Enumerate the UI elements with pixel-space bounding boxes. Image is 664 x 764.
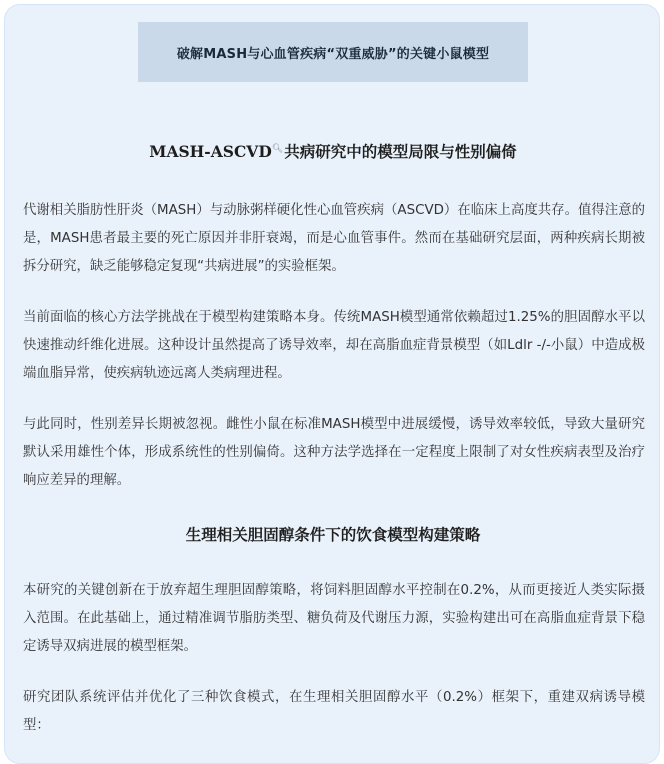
paragraph-4: 本研究的关键创新在于放弃超生理胆固醇策略，将饲料胆固醇水平控制在0.2%，从而更接近人类实际摄入范围。在此基础上，通过精准调节脂肪类型、糖负荷及代谢压力源，实验构建出可在高脂血症背景下稳定诱导双病进展的模型框架。 xyxy=(23,583,645,654)
search-icon[interactable]: 🔍︎ xyxy=(271,143,284,154)
paragraph-3: 与此同时，性别差异长期被忽视。雌性小鼠在标准MASH模型中进展缓慢，诱导效率较低，导致大量研究默认采用雄性个体，形成系统性的性别偏倚。这种方法学选择在一定程度上限制了对女性疾病表型及治疗响应差异的理解。 xyxy=(23,417,645,488)
paragraph-5: 研究团队系统评估并优化了三种饮食模式，在生理相关胆固醇水平（0.2%）框架下，重建双病诱导模型： xyxy=(23,690,645,733)
section-heading-1 xyxy=(5,140,661,162)
section-heading-1-prefix: MASH-ASCVD xyxy=(149,142,272,161)
section-heading-2: 生理相关胆固醇条件下的饮食模型构建策略 xyxy=(185,525,481,544)
article-card xyxy=(4,4,660,764)
paragraph-2: 当前面临的核心方法学挑战在于模型构建策略本身。传统MASH模型通常依赖超过1.25%的胆固醇水平以快速推动纤维化进展。这种设计虽然提高了诱导效率，却在高脂血症背景模型（如Ldlr -/-小鼠）中造成极端血脂异常，使疾病轨迹远离人类病理进程。 xyxy=(23,310,645,381)
section-heading-1-suffix: 共病研究中的模型局限与性别偏倚 xyxy=(284,142,517,161)
article-title: 破解MASH与心血管疾病“双重威胁”的关键小鼠模型 xyxy=(176,46,490,62)
paragraph-1: 代谢相关脂肪性肝炎（MASH）与动脉粥样硬化性心血管疾病（ASCVD）在临床上高度共存。值得注意的是，MASH患者最主要的死亡原因并非肝衰竭，而是心血管事件。然而在基础研究层面，两种疾病长期被拆分研究，缺乏能够稳定复现“共病进展”的实验框架。 xyxy=(23,203,645,274)
title-banner xyxy=(138,22,528,82)
